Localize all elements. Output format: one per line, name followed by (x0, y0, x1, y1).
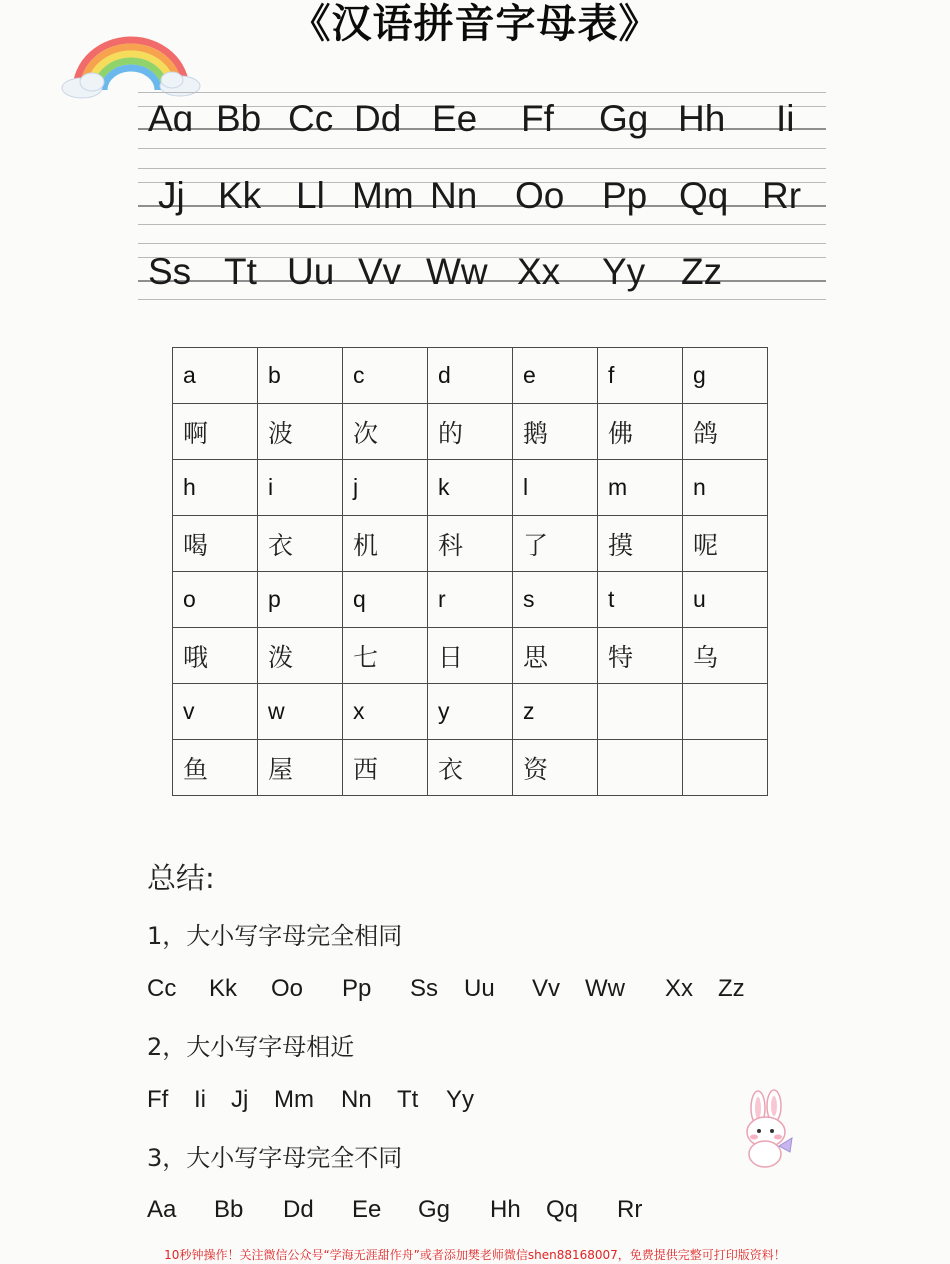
letter-pair: Rr (762, 175, 802, 216)
page-title: 《汉语拼音字母表》 (290, 1, 660, 47)
table-row (173, 740, 768, 796)
letter-pair: Yy (602, 251, 646, 292)
pinyin-table (172, 347, 768, 796)
table-cell: 鹅 (513, 404, 598, 460)
letter-pair: Zz (718, 975, 745, 1002)
letter-pair: Ii (194, 1086, 206, 1113)
letter-pair: Vv (358, 251, 402, 292)
letter-pair: Kk (209, 975, 238, 1002)
table-cell: o (173, 572, 258, 628)
promo-footer: 10秒钟操作！关注微信公众号“学海无涯甜作舟”或者添加樊老师微信shen88168007，免费提供完整可打印版资料！ (164, 1248, 786, 1262)
table-cell: 特 (598, 628, 683, 684)
letter-pair: Zz (681, 251, 723, 292)
table-cell: 衣 (258, 516, 343, 572)
table-cell: m (598, 460, 683, 516)
letter-pair: Ee (352, 1196, 382, 1223)
table-cell: f (598, 348, 683, 404)
letter-pair: Cc (147, 975, 177, 1002)
letter-pair: Nn (341, 1086, 372, 1113)
letter-pair: Ww (426, 251, 488, 292)
letter-pair: Hh (490, 1196, 521, 1223)
table-cell: u (683, 572, 768, 628)
table-cell: 乌 (683, 628, 768, 684)
summary-heading: 1，大小写字母完全相同 (147, 922, 403, 950)
table-cell: 次 (343, 404, 428, 460)
table-cell: a (173, 348, 258, 404)
table-cell: r (428, 572, 513, 628)
letter-pair: Jj (158, 175, 185, 216)
letter-pair: Hh (678, 98, 726, 139)
letter-pair: Ff (147, 1086, 169, 1113)
letter-pair: Ff (521, 98, 554, 139)
table-cell (598, 684, 683, 740)
table-row (173, 572, 768, 628)
letter-pair: Ss (410, 975, 439, 1002)
table-row (173, 404, 768, 460)
table-cell: x (343, 684, 428, 740)
letter-pair: Aa (147, 1196, 177, 1223)
letter-pair: Aɑ (148, 98, 194, 139)
table-cell: 喝 (173, 516, 258, 572)
letter-pair: Uu (287, 251, 335, 292)
letter-pair: Dd (283, 1196, 314, 1223)
table-cell: w (258, 684, 343, 740)
table-cell: 的 (428, 404, 513, 460)
table-cell: 衣 (428, 740, 513, 796)
letter-pair: Oo (515, 175, 565, 216)
table-cell: 机 (343, 516, 428, 572)
table-cell: 摸 (598, 516, 683, 572)
table-cell: k (428, 460, 513, 516)
letter-pair: Nn (430, 175, 478, 216)
table-cell: g (683, 348, 768, 404)
letter-pair: Tt (397, 1086, 419, 1113)
table-cell: 日 (428, 628, 513, 684)
table-cell: c (343, 348, 428, 404)
letter-pair: Rr (617, 1196, 643, 1223)
table-cell: 西 (343, 740, 428, 796)
alphabet-row-1 (138, 89, 826, 149)
table-cell: j (343, 460, 428, 516)
table-cell (683, 740, 768, 796)
letter-pair: Uu (464, 975, 495, 1002)
table-cell: 呢 (683, 516, 768, 572)
table-cell: b (258, 348, 343, 404)
table-cell: i (258, 460, 343, 516)
letter-pair: Gg (599, 98, 649, 139)
table-cell: 科 (428, 516, 513, 572)
bunny-icon (732, 1088, 802, 1170)
table-cell: 了 (513, 516, 598, 572)
summary-heading: 2，大小写字母相近 (147, 1033, 355, 1061)
table-cell: 啊 (173, 404, 258, 460)
letter-pair: Jj (231, 1086, 249, 1113)
table-cell: y (428, 684, 513, 740)
table-cell: l (513, 460, 598, 516)
letter-pair: Bb (216, 98, 262, 139)
letter-pair: Tt (224, 251, 257, 292)
letter-pair: Ee (432, 98, 478, 139)
letter-pair: Vv (532, 975, 561, 1002)
table-cell: n (683, 460, 768, 516)
letter-pair: Ll (296, 175, 325, 216)
table-cell: z (513, 684, 598, 740)
table-row (173, 348, 768, 404)
letter-pair: Ss (148, 251, 192, 292)
table-row (173, 628, 768, 684)
table-row (173, 516, 768, 572)
table-cell: 泼 (258, 628, 343, 684)
alphabet-row-3 (138, 242, 826, 302)
letter-pair: Qq (546, 1196, 579, 1223)
letter-pair: Oo (271, 975, 304, 1002)
letter-pair: Bb (214, 1196, 244, 1223)
letter-pair: Mm (352, 175, 414, 216)
table-row (173, 684, 768, 740)
letter-pair: Yy (446, 1086, 475, 1113)
table-cell: p (258, 572, 343, 628)
letter-pair: Xx (665, 975, 694, 1002)
table-cell: 哦 (173, 628, 258, 684)
table-cell: v (173, 684, 258, 740)
letter-pair: Pp (342, 975, 372, 1002)
letter-pair: Cc (288, 98, 334, 139)
letter-pair: Qq (679, 175, 729, 216)
table-cell: 鸽 (683, 404, 768, 460)
letter-pair: Mm (274, 1086, 314, 1113)
table-cell: 鱼 (173, 740, 258, 796)
letter-pair: Pp (602, 175, 648, 216)
table-cell: 思 (513, 628, 598, 684)
table-cell: 屋 (258, 740, 343, 796)
letter-pair: Kk (218, 175, 262, 216)
table-cell: q (343, 572, 428, 628)
table-cell (598, 740, 683, 796)
letter-pair: Dd (354, 98, 402, 139)
table-cell: s (513, 572, 598, 628)
letter-pair: Gg (418, 1196, 451, 1223)
table-cell: t (598, 572, 683, 628)
alphabet-row-2 (138, 166, 826, 226)
table-cell: d (428, 348, 513, 404)
letter-pair: Ww (585, 975, 625, 1002)
table-row (173, 460, 768, 516)
table-cell: 七 (343, 628, 428, 684)
letter-pair: Xx (517, 251, 561, 292)
letter-pair: Ii (776, 98, 795, 139)
table-cell: e (513, 348, 598, 404)
summary-title: 总结: (147, 861, 215, 895)
table-cell: 波 (258, 404, 343, 460)
table-cell: 佛 (598, 404, 683, 460)
table-cell (683, 684, 768, 740)
table-cell: h (173, 460, 258, 516)
summary-heading: 3，大小写字母完全不同 (147, 1144, 403, 1172)
table-cell: 资 (513, 740, 598, 796)
